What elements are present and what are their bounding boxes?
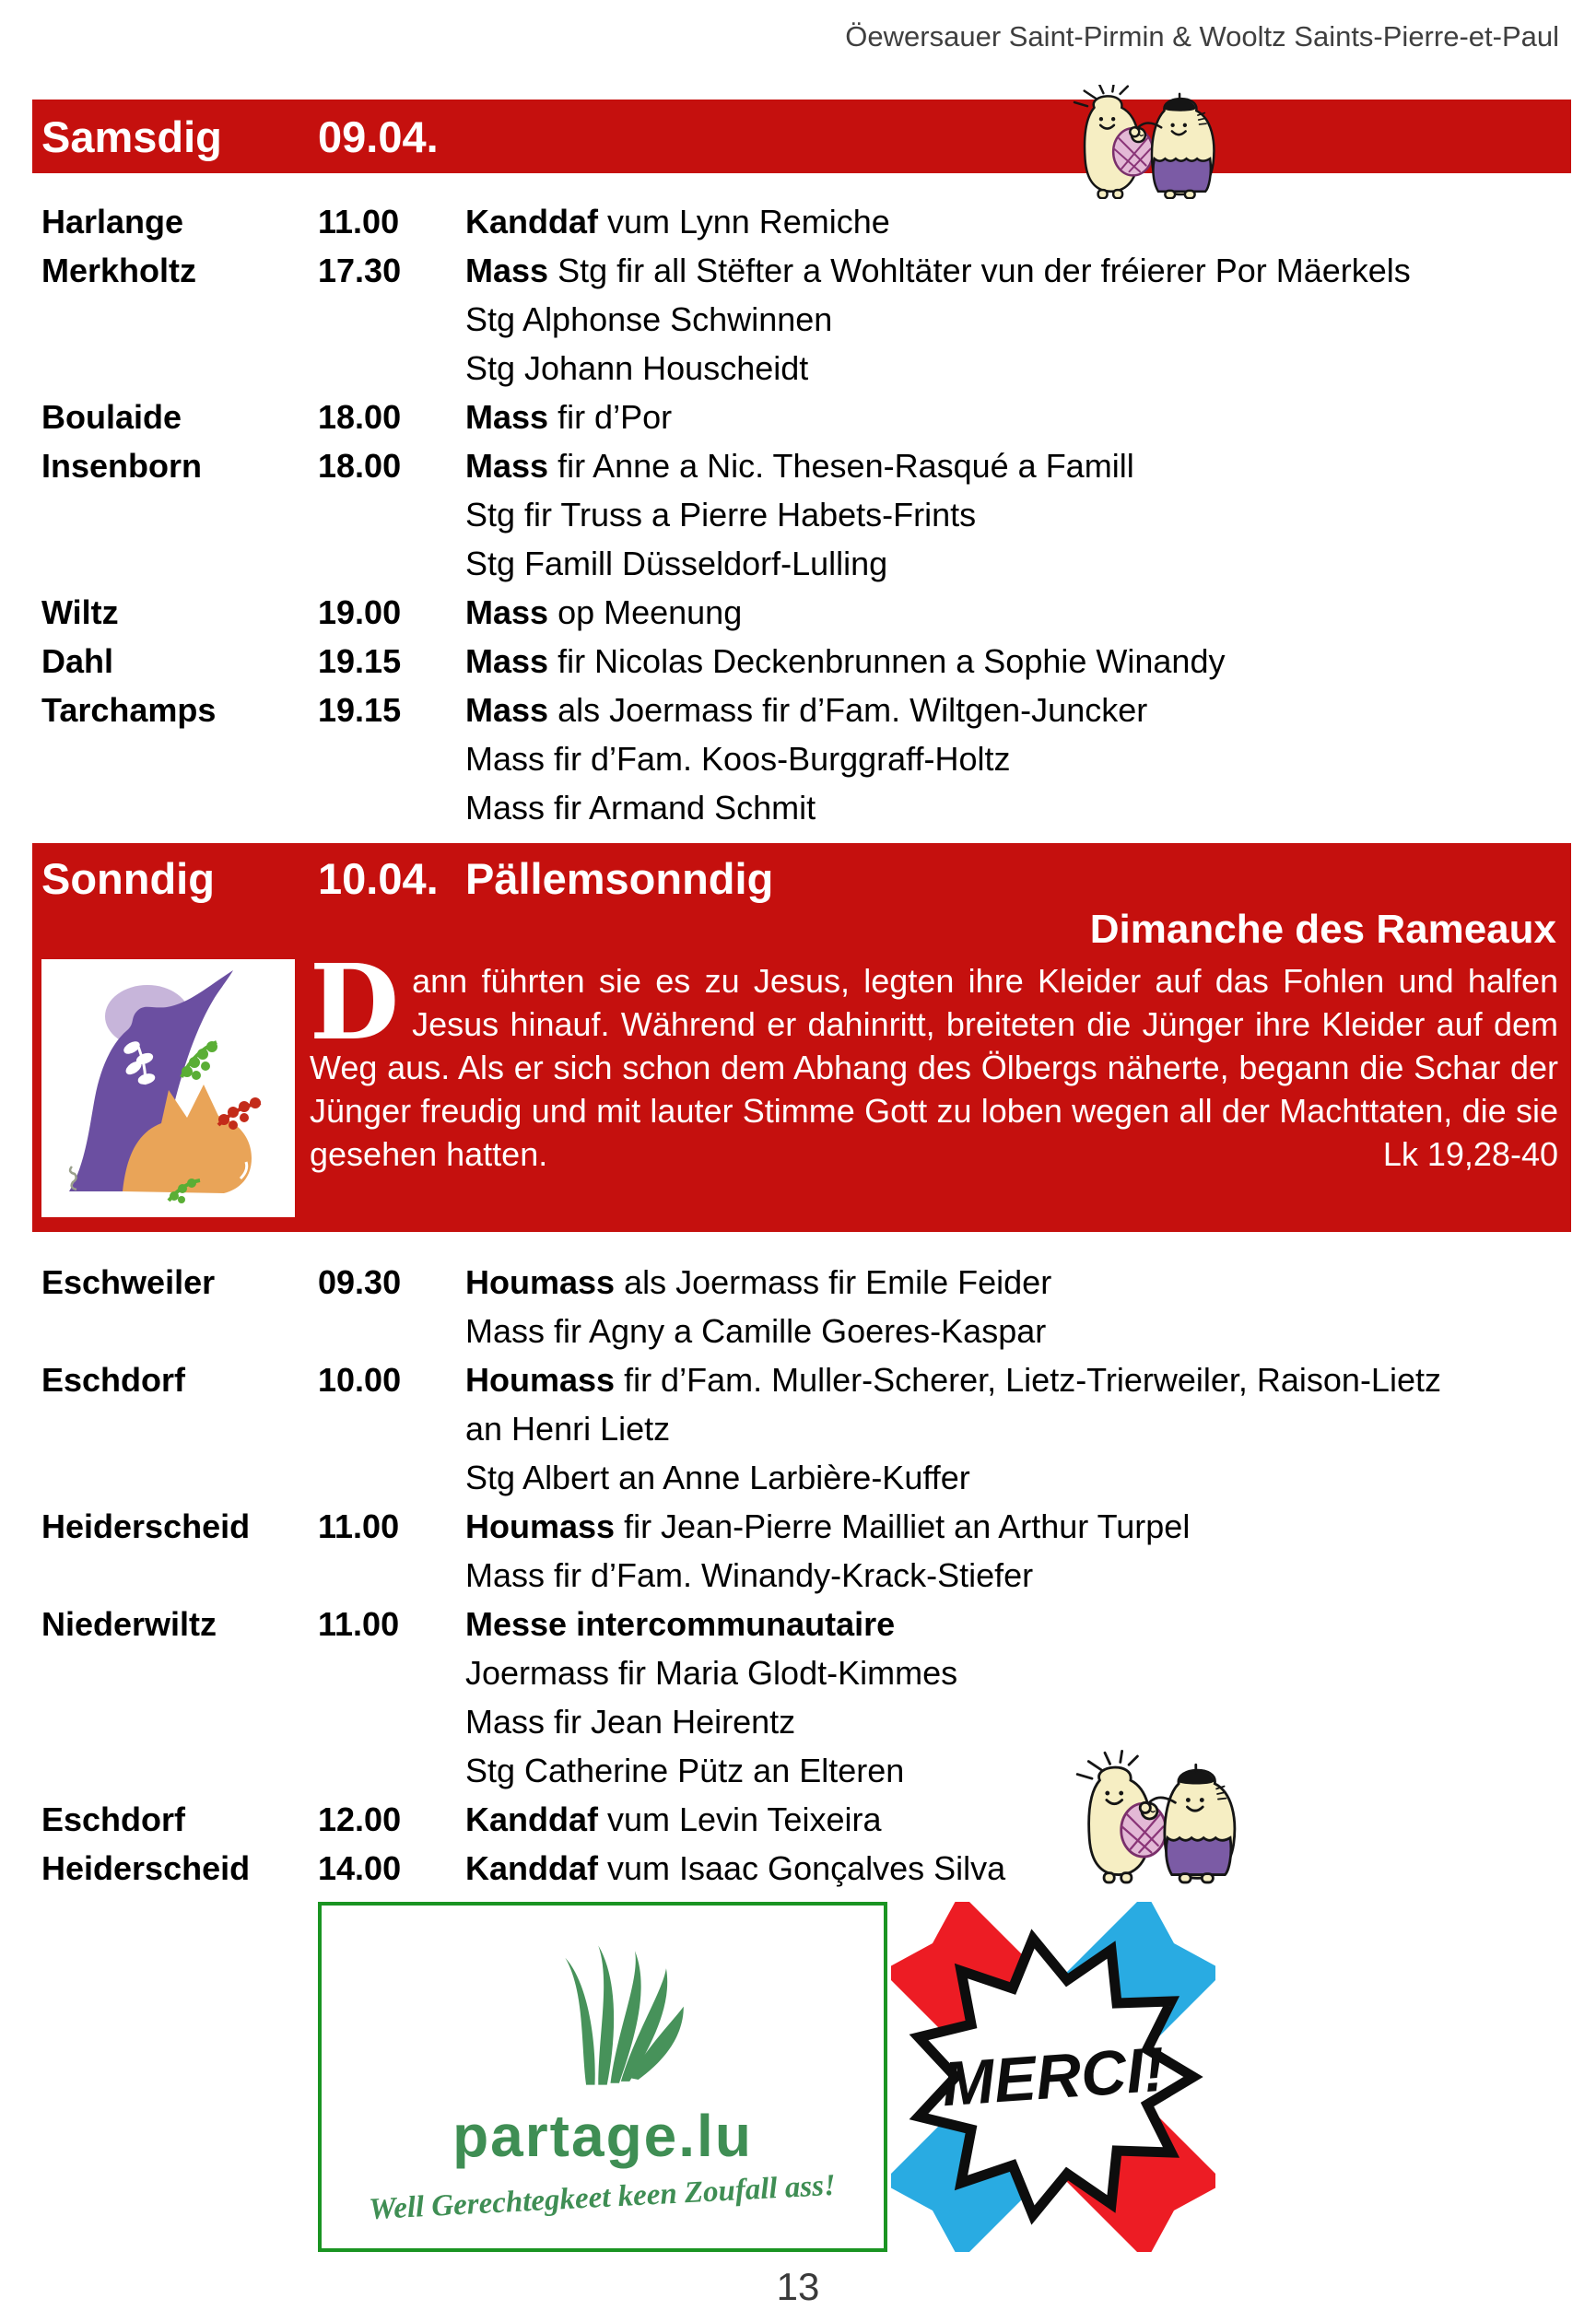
schedule-row — [41, 1600, 1571, 1648]
time-cell — [318, 344, 465, 393]
service-cell: Stg Famill Düsseldorf-Lulling — [465, 545, 888, 582]
location-cell: Harlange — [41, 203, 184, 240]
service-type: Houmass — [465, 1263, 616, 1301]
service-cell: Mass fir Nicolas Deckenbrunnen a Sophie Winandy — [465, 642, 1226, 680]
time-cell — [318, 1697, 465, 1746]
time-cell: 18.00 — [318, 398, 402, 436]
schedule-row — [41, 1453, 1571, 1502]
schedule-row — [41, 246, 1571, 295]
location-cell: Tarchamps — [41, 691, 217, 729]
service-cell: Mass fir Anne a Nic. Thesen-Rasqué a Famill — [465, 447, 1134, 485]
location-cell — [41, 734, 318, 783]
schedule-row — [41, 295, 1571, 344]
time-cell: 17.30 — [318, 252, 402, 289]
service-type: Mass — [465, 447, 549, 485]
location-cell — [41, 1404, 318, 1453]
palm-sunday-illustration — [41, 959, 295, 1217]
location-cell: Boulaide — [41, 398, 182, 436]
baptism-children-icon — [1049, 85, 1250, 204]
time-cell — [318, 783, 465, 832]
service-type: Mass — [465, 593, 549, 631]
merci-starburst-graphic — [891, 1902, 1215, 2252]
saturday-date-label: 09.04. — [318, 111, 439, 161]
sunday-title-row — [41, 852, 1558, 906]
service-cell: Mass op Meenung — [465, 593, 743, 631]
location-cell: Eschdorf — [41, 1800, 186, 1838]
service-cell: Houmass fir d’Fam. Muller-Scherer, Lietz-Trierweiler, Raison-Lietz — [465, 1361, 1441, 1399]
sunday-feast-french: Dimanche des Rameaux — [1089, 907, 1556, 952]
service-cell: Mass fir d’Por — [465, 398, 673, 436]
location-cell — [41, 344, 318, 393]
service-cell: Mass fir Jean Heirentz — [465, 1703, 796, 1741]
time-cell: 11.00 — [318, 1507, 400, 1545]
sunday-banner — [32, 843, 1571, 1232]
service-cell: an Henri Lietz — [465, 1410, 671, 1448]
schedule-row — [41, 1844, 1571, 1893]
sunday-date-label: 10.04. — [318, 854, 439, 903]
schedule-row — [41, 393, 1571, 441]
parish-header: Öewersauer Saint-Pirmin & Wooltz Saints-Pierre-et-Paul — [845, 20, 1559, 53]
service-type: Houmass — [465, 1361, 616, 1399]
location-cell — [41, 1697, 318, 1746]
schedule-row — [41, 1502, 1571, 1551]
time-cell — [318, 1746, 465, 1795]
time-cell — [318, 490, 465, 539]
time-cell — [318, 734, 465, 783]
service-cell: Mass fir Agny a Camille Goeres-Kaspar — [465, 1312, 1047, 1350]
location-cell: Heiderscheid — [41, 1849, 251, 1887]
time-cell: 18.00 — [318, 447, 402, 485]
location-cell: Eschdorf — [41, 1361, 186, 1399]
partage-logo-name: partage.lu — [452, 2103, 753, 2169]
time-cell: 11.00 — [318, 203, 400, 240]
location-cell: Wiltz — [41, 593, 119, 631]
service-cell: Stg fir Truss a Pierre Habets-Frints — [465, 496, 977, 534]
schedule-row — [41, 1697, 1571, 1746]
schedule-row — [41, 441, 1571, 490]
service-type: Kanddaf — [465, 1800, 598, 1838]
location-cell — [41, 539, 318, 588]
service-cell: Mass als Joermass fir d’Fam. Wiltgen-Juncker — [465, 691, 1148, 729]
service-type: Kanddaf — [465, 203, 598, 240]
schedule-row — [41, 1404, 1571, 1453]
location-cell — [41, 295, 318, 344]
service-cell: Houmass als Joermass fir Emile Feider — [465, 1263, 1052, 1301]
location-cell: Niederwiltz — [41, 1605, 217, 1643]
time-cell: 14.00 — [318, 1849, 402, 1887]
saturday-banner — [32, 100, 1571, 173]
time-cell: 11.00 — [318, 1605, 400, 1643]
sunday-day-label: Sonndig — [41, 854, 215, 903]
service-cell: Stg Johann Houscheidt — [465, 349, 809, 387]
time-cell — [318, 1551, 465, 1600]
gospel-reference: Lk 19,28-40 — [1382, 1135, 1558, 1173]
partage-slogan: Well Gerechtegkeet keen Zoufall ass! — [368, 2168, 838, 2227]
schedule-row — [41, 686, 1571, 734]
service-cell: Kanddaf vum Lynn Remiche — [465, 203, 890, 240]
schedule-row — [41, 734, 1571, 783]
schedule-row — [41, 1307, 1571, 1355]
time-cell: 19.15 — [318, 691, 402, 729]
schedule-row — [41, 1355, 1571, 1404]
schedule-row — [41, 1795, 1571, 1844]
location-cell — [41, 1307, 318, 1355]
schedule-row — [41, 1551, 1571, 1600]
service-type: Mass — [465, 252, 549, 289]
schedule-row — [41, 490, 1571, 539]
service-cell: Kanddaf vum Levin Teixeira — [465, 1800, 882, 1838]
location-cell — [41, 1551, 318, 1600]
service-type: Mass — [465, 398, 549, 436]
service-cell: Mass fir d’Fam. Koos-Burggraff-Holtz — [465, 740, 1011, 778]
schedule-row — [41, 197, 1571, 246]
location-cell — [41, 1453, 318, 1502]
service-cell: Joermass fir Maria Glodt-Kimmes — [465, 1654, 958, 1692]
service-type: Mass — [465, 642, 549, 680]
saturday-day-label: Samsdig — [41, 111, 222, 161]
location-cell: Eschweiler — [41, 1263, 216, 1301]
service-cell: Stg Alphonse Schwinnen — [465, 300, 833, 338]
location-cell: Merkholtz — [41, 252, 197, 289]
time-cell: 12.00 — [318, 1800, 402, 1838]
service-type: Messe intercommunautaire — [465, 1605, 896, 1643]
time-cell — [318, 1648, 465, 1697]
service-cell: Mass fir d’Fam. Winandy-Krack-Stiefer — [465, 1556, 1034, 1594]
baptism-children-icon — [1067, 1749, 1256, 1894]
location-cell: Heiderscheid — [41, 1507, 251, 1545]
gospel-row — [41, 943, 1558, 1217]
service-cell: Mass fir Armand Schmit — [465, 789, 816, 827]
partage-leaves-icon — [506, 1939, 699, 2100]
service-type: Houmass — [465, 1507, 616, 1545]
location-cell — [41, 783, 318, 832]
time-cell — [318, 1404, 465, 1453]
sunday-feast-label: Pällemsonndig — [465, 854, 774, 903]
time-cell — [318, 295, 465, 344]
location-cell — [41, 1746, 318, 1795]
time-cell: 09.30 — [318, 1263, 402, 1301]
service-cell — [465, 1600, 1571, 1648]
schedule-row — [41, 344, 1571, 393]
schedule-row — [41, 637, 1571, 686]
gospel-paragraph — [308, 943, 1558, 1217]
location-cell: Insenborn — [41, 447, 203, 485]
time-cell — [318, 1453, 465, 1502]
schedule-row — [41, 1746, 1571, 1795]
gospel-body: ann führten sie es zu Jesus, legten ihre Kleider auf das Fohlen und halfen Jesus hinauf. Während er dahinritt, breiteten die Jünger ihre Kleider auf dem Weg aus. Als er sich schon dem Abhang des Ölbergs näherte, begann die Schar der Jünger freudig und mit lauter Stimme Gott zu loben wegen all der Machttaten, die sie gesehen hatten. — [310, 962, 1558, 1173]
service-cell: Kanddaf vum Isaac Gonçalves Silva — [465, 1849, 1006, 1887]
service-cell: Stg Albert an Anne Larbière-Kuffer — [465, 1459, 970, 1496]
merci-label: MERCI! — [939, 2034, 1168, 2120]
time-cell — [318, 1307, 465, 1355]
service-type: Mass — [465, 691, 549, 729]
schedule-row — [41, 588, 1571, 637]
schedule-row — [41, 539, 1571, 588]
service-cell: Stg Catherine Pütz an Elteren — [465, 1752, 905, 1789]
sunday-schedule — [41, 1258, 1571, 1893]
time-cell: 19.00 — [318, 593, 402, 631]
page-number: 13 — [776, 2265, 820, 2308]
location-cell — [41, 1648, 318, 1697]
saturday-schedule — [41, 197, 1571, 832]
service-cell: Houmass fir Jean-Pierre Mailliet an Arthur Turpel — [465, 1507, 1191, 1545]
time-cell: 10.00 — [318, 1361, 402, 1399]
location-cell: Dahl — [41, 642, 114, 680]
schedule-row — [41, 1648, 1571, 1697]
location-cell — [41, 490, 318, 539]
partage-logo-box — [318, 1902, 887, 2252]
service-cell: Mass Stg fir all Stëfter a Wohltäter vun der fréierer Por Mäerkels — [465, 252, 1411, 289]
service-type: Kanddaf — [465, 1849, 598, 1887]
schedule-row — [41, 783, 1571, 832]
gospel-dropcap: D — [310, 943, 400, 1063]
time-cell — [318, 539, 465, 588]
footer-logos — [318, 1902, 1215, 2252]
schedule-row — [41, 1258, 1571, 1307]
time-cell: 19.15 — [318, 642, 402, 680]
